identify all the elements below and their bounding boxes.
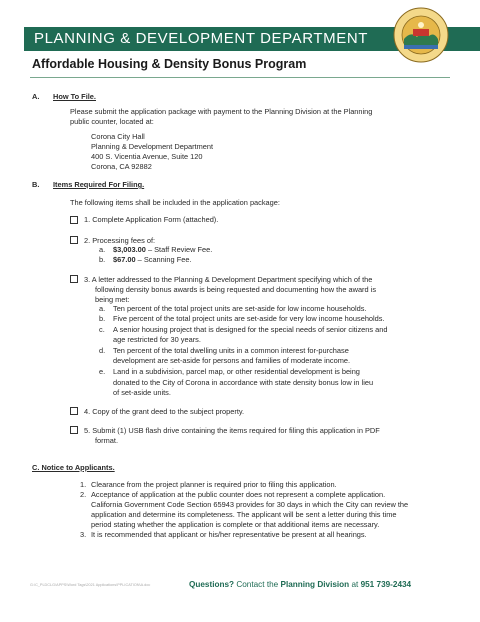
checkbox-item-2[interactable] xyxy=(70,236,78,244)
notice-1-num: 1. xyxy=(80,480,87,489)
address-line: Corona, CA 92882 xyxy=(91,162,152,171)
sub-b-line: Five percent of the total project units are set-aside for very low income households. xyxy=(113,314,385,323)
sub-b-letter: b. xyxy=(99,314,106,323)
fee-b-label: – Scanning Fee. xyxy=(135,255,192,264)
sub-e-line: donated to the City of Corona in accordance with state density bonus low in lieu xyxy=(113,378,374,387)
notice-3-num: 3. xyxy=(80,530,87,539)
sub-a-line: Ten percent of the total project units are set-aside for low income households. xyxy=(113,304,367,313)
section-a-line1: Please submit the application package with payment to the Planning Division at the Planning xyxy=(70,107,373,116)
sub-d-line: development are set-aside for persons and families of moderate income. xyxy=(113,356,351,365)
sub-d-letter: d. xyxy=(99,346,106,355)
checkbox-item-3[interactable] xyxy=(70,275,78,283)
fee-b-amount: $67.00 xyxy=(113,255,136,264)
sub-e-letter: e. xyxy=(99,367,106,376)
item-4-text: 4. Copy of the grant deed to the subject property. xyxy=(84,407,245,416)
notice-2-num: 2. xyxy=(80,490,87,499)
section-b-letter: B. xyxy=(32,180,40,189)
item-3-line2: following density bonus awards is being requested and documenting how the award is xyxy=(95,285,377,294)
item-5-line2: format. xyxy=(95,436,118,445)
footer-phone[interactable]: 951 739-2434 xyxy=(360,580,412,589)
fee-a-amount: $3,003.00 xyxy=(113,245,146,254)
sub-d-line: Ten percent of the total dwelling units in a common interest for-purchase xyxy=(113,346,349,355)
sub-c-line: age restricted for 30 years. xyxy=(113,335,201,344)
notice-2-line: California Government Code Section 65943 provides for 30 days in which the City can review the xyxy=(91,500,409,509)
sub-e-line: Land in a subdivision, parcel map, or other residential development is being xyxy=(113,367,360,376)
fee-a-letter: a. xyxy=(99,245,106,254)
notice-2-line: Acceptance of application at the public counter does not represent a complete application. xyxy=(91,490,386,499)
fee-b-line xyxy=(113,255,192,265)
page-title: Affordable Housing & Density Bonus Program xyxy=(32,57,307,71)
sub-a-letter: a. xyxy=(99,304,106,313)
footer-question: Questions? xyxy=(189,580,235,589)
section-c-heading: C. Notice to Applicants. xyxy=(32,463,115,472)
fee-a-line xyxy=(113,245,212,255)
section-a-heading: How To File. xyxy=(53,92,96,101)
city-seal-icon xyxy=(393,7,449,63)
title-divider xyxy=(30,77,450,78)
item-3-line1: 3. A letter addressed to the Planning & Development Department specifying which of the xyxy=(84,275,373,284)
sub-c-line: A senior housing project that is designed for the special needs of senior citizens and xyxy=(113,325,388,334)
footer-contact xyxy=(189,580,411,589)
notice-3-line: It is recommended that applicant or his/her representative be present at all hearings. xyxy=(91,530,367,539)
address-line: 400 S. Vicentia Avenue, Suite 120 xyxy=(91,152,203,161)
notice-2-line: application and determine its completeness. The applicant will be sent a letter during this time xyxy=(91,510,397,519)
sub-c-letter: c. xyxy=(99,325,105,334)
address-line: Planning & Development Department xyxy=(91,142,214,151)
checkbox-item-4[interactable] xyxy=(70,407,78,415)
footer-at: at xyxy=(349,580,361,589)
footer-contact-prefix: Contact the xyxy=(234,580,281,589)
section-a-letter: A. xyxy=(32,92,40,101)
checkbox-item-1[interactable] xyxy=(70,216,78,224)
address-line: Corona City Hall xyxy=(91,132,145,141)
fee-a-label: – Staff Review Fee. xyxy=(145,245,213,254)
section-a-line2: public counter, located at: xyxy=(70,117,154,126)
sub-e-line: of set-aside units. xyxy=(113,388,171,397)
item-1-text: 1. Complete Application Form (attached). xyxy=(84,215,219,224)
item-2-text: 2. Processing fees of: xyxy=(84,236,156,245)
footer-file-path: G:\C_PLDCLG\APPS\Word Tags\2021 Applications\PPLICATION\A.doc xyxy=(30,583,151,587)
notice-1-line: Clearance from the project planner is required prior to filing this application. xyxy=(91,480,337,489)
fee-b-letter: b. xyxy=(99,255,106,264)
footer-division: Planning Division xyxy=(280,580,350,589)
section-b-intro: The following items shall be included in the application package: xyxy=(70,198,280,207)
section-b-heading: Items Required For Filing. xyxy=(53,180,145,189)
notice-2-line: period stating whether the application is complete or that additional items are necessary. xyxy=(91,520,380,529)
item-3-line3: being met: xyxy=(95,295,130,304)
checkbox-item-5[interactable] xyxy=(70,426,78,434)
item-5-line1: 5. Submit (1) USB flash drive containing the items required for filing this application in PDF xyxy=(84,426,380,435)
department-title: PLANNING & DEVELOPMENT DEPARTMENT xyxy=(34,30,369,47)
